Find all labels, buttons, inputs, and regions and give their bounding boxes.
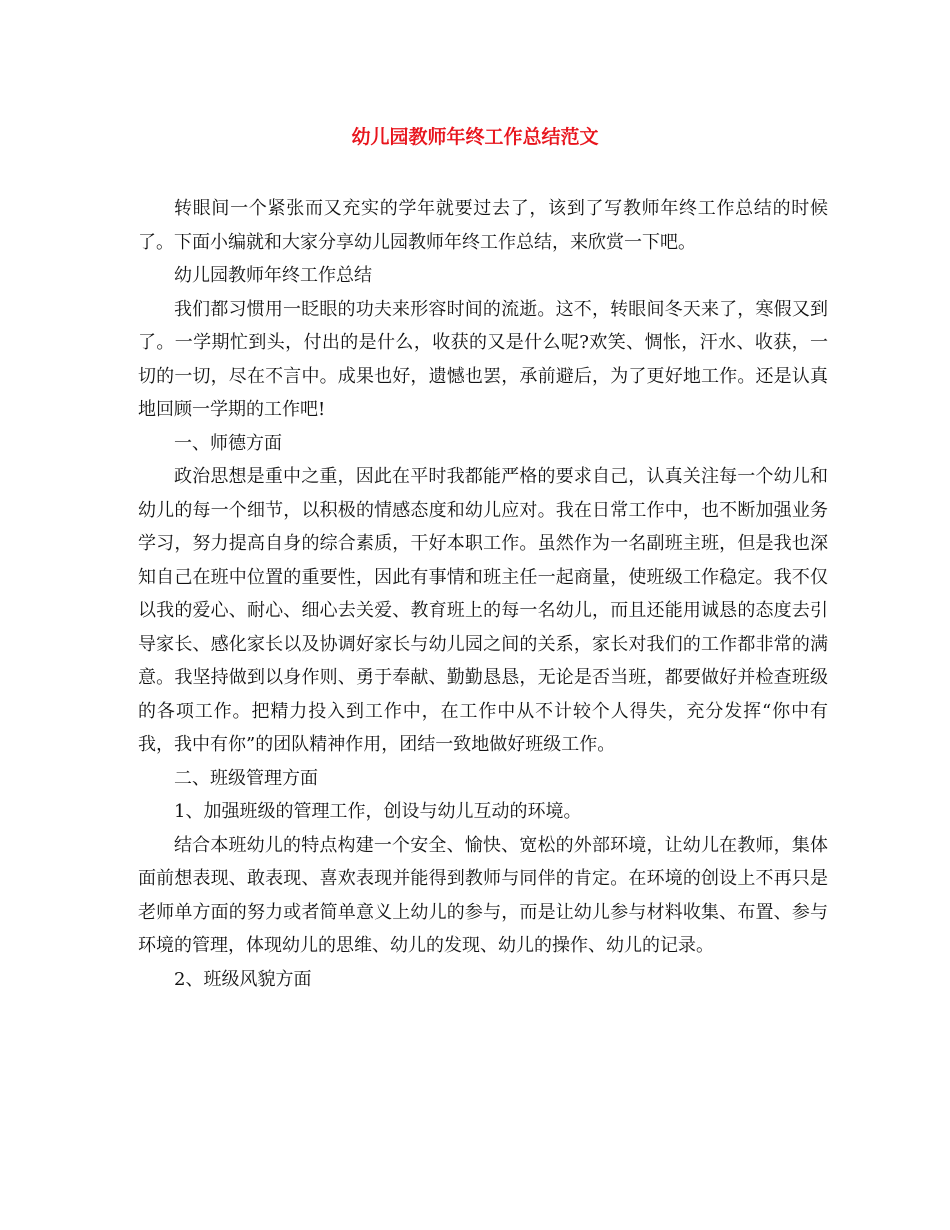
- ethics-paragraph: 政治思想是重中之重，因此在平时我都能严格的要求自己，认真关注每一个幼儿和幼儿的每一个细节，以积极的情感态度和幼儿应对。我在日常工作中，也不断加强业务学习，努力提高自身的综合素质，干好本职工作。虽然作为一名副班主班，但是我也深知自己在班中位置的重要性，因此有事情和班主任一起商量，使班级工作稳定。我不仅以我的爱心、耐心、细心去关爱、教育班上的每一名幼儿，而且还能用诚恳的态度去引导家长、感化家长以及协调好家长与幼儿园之间的关系，家长对我们的工作都非常的满意。我坚持做到以身作则、勇于奉献、勤勤恳恳，无论是否当班，都要做好并检查班级的各项工作。把精力投入到工作中，在工作中从不计较个人得失，充分发挥“你中有我，我中有你”的团队精神作用，团结一致地做好班级工作。: [138, 466, 828, 755]
- section-heading-ethics: 一、师德方面: [174, 432, 282, 454]
- section-heading-class-management: 二、班级管理方面: [174, 767, 318, 789]
- subtitle-paragraph: 幼儿园教师年终工作总结: [174, 265, 372, 286]
- intro-paragraph: 转眼间一个紧张而又充实的学年就要过去了，该到了写教师年终工作总结的时候了。下面小编就和大家分享幼儿园教师年终工作总结，来欣赏一下吧。: [138, 198, 828, 253]
- environment-paragraph: 结合本班幼儿的特点构建一个安全、愉快、宽松的外部环境，让幼儿在教师，集体面前想表现、敢表现、喜欢表现并能得到教师与同伴的肯定。在环境的创设上不再只是老师单方面的努力或者简单意义上幼儿的参与，而是让幼儿参与材料收集、布置、参与环境的管理，体现幼儿的思维、幼儿的发现、幼儿的操作、幼儿的记录。: [138, 834, 828, 956]
- document-body: [138, 192, 828, 996]
- subsection-heading-class-style: 2、班级风貌方面: [174, 968, 312, 990]
- subsection-heading-environment: 1、加强班级的管理工作，创设与幼儿互动的环境。: [174, 801, 582, 822]
- opening-paragraph: 我们都习惯用一眨眼的功夫来形容时间的流逝。这不，转眼间冬天来了，寒假又到了。一学期忙到头，付出的是什么，收获的又是什么呢?欢笑、惆怅，汗水、收获，一切的一切，尽在不言中。成果也好，遗憾也罢，承前避后，为了更好地工作。还是认真地回顾一学期的工作吧!: [138, 298, 828, 420]
- document-title: 幼儿园教师年终工作总结范文: [351, 126, 599, 148]
